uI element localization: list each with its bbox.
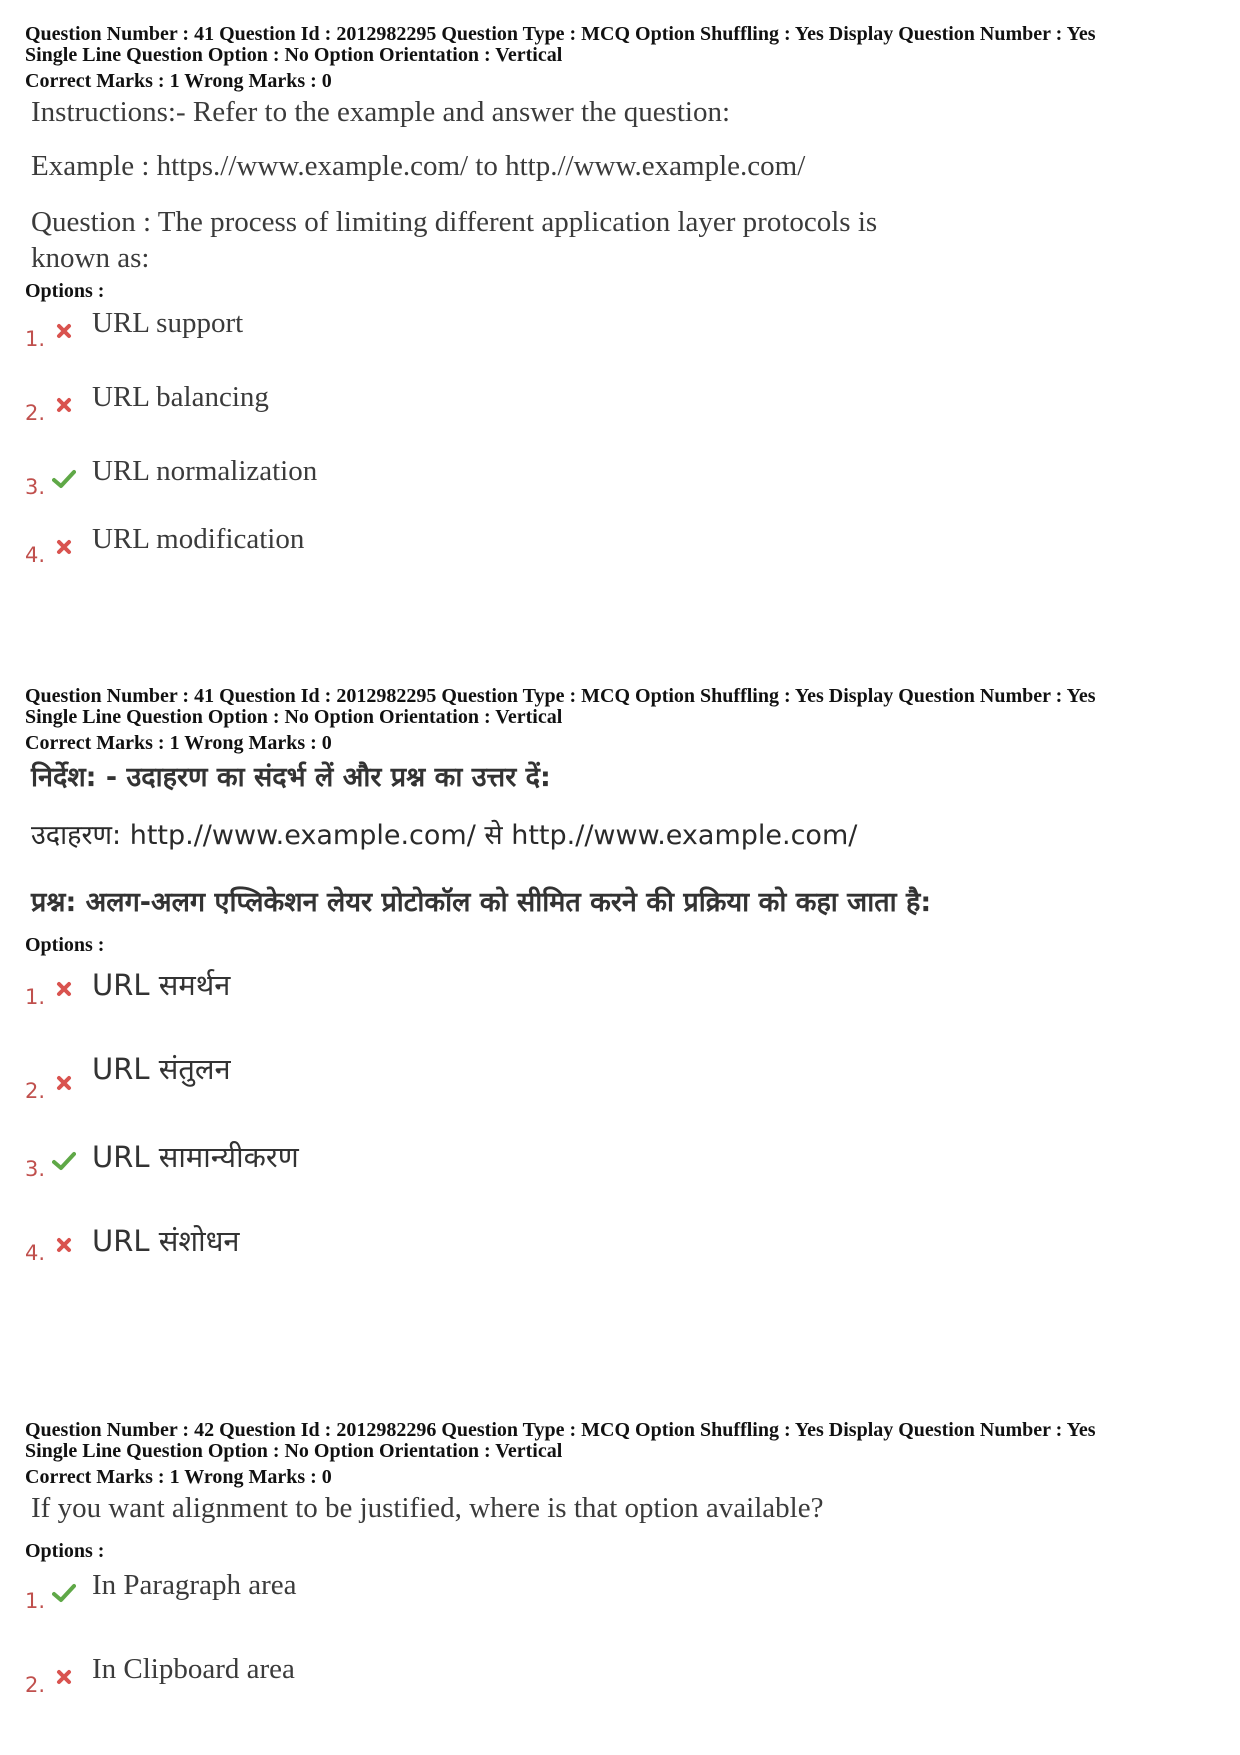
question-meta: Single Line Question Option : No Option Orientation : Vertical bbox=[25, 706, 563, 728]
correct-icon bbox=[52, 467, 76, 491]
wrong-icon bbox=[52, 319, 76, 343]
question-example: Example : https.//www.example.com/ to http.//www.example.com/ bbox=[31, 150, 806, 182]
question-meta: Question Number : 42 Question Id : 2012982296 Question Type : MCQ Option Shuffling : Yes Display Question Number : Yes bbox=[25, 1419, 1096, 1441]
option-item bbox=[25, 455, 1225, 523]
options-list bbox=[25, 965, 1225, 1281]
wrong-icon bbox=[52, 1665, 76, 1689]
option-number: 4. bbox=[25, 1241, 46, 1265]
question-instructions: निर्देश: - उदाहरण का संदर्भ लें और प्रश्न का उत्तर दें: bbox=[31, 762, 551, 793]
option-number: 1. bbox=[25, 1589, 46, 1613]
question-text: If you want alignment to be justified, where is that option available? bbox=[31, 1492, 824, 1524]
option-number: 4. bbox=[25, 543, 46, 567]
options-list bbox=[25, 1569, 1225, 1713]
options-list bbox=[25, 307, 1225, 583]
option-text: URL support bbox=[92, 307, 244, 339]
question-block bbox=[25, 1420, 1225, 1713]
question-meta: Question Number : 41 Question Id : 2012982295 Question Type : MCQ Option Shuffling : Yes Display Question Number : Yes bbox=[25, 685, 1096, 707]
option-text: In Paragraph area bbox=[92, 1569, 297, 1601]
marks-line: Correct Marks : 1 Wrong Marks : 0 bbox=[25, 1466, 332, 1488]
marks-line: Correct Marks : 1 Wrong Marks : 0 bbox=[25, 70, 332, 92]
question-text: प्रश्न: अलग-अलग एप्लिकेशन लेयर प्रोटोकॉल को सीमित करने की प्रक्रिया को कहा जाता है: bbox=[31, 887, 932, 918]
option-item bbox=[25, 1049, 1225, 1137]
option-text: In Clipboard area bbox=[92, 1653, 295, 1685]
option-text: URL संशोधन bbox=[92, 1224, 240, 1258]
option-number: 2. bbox=[25, 1673, 46, 1697]
option-item bbox=[25, 1569, 1225, 1653]
correct-icon bbox=[52, 1149, 76, 1173]
option-item bbox=[25, 381, 1225, 455]
options-label: Options : bbox=[25, 934, 105, 956]
option-text: URL समर्थन bbox=[92, 968, 231, 1002]
question-example: उदाहरण: http.//www.example.com/ से http.//www.example.com/ bbox=[31, 820, 858, 851]
question-meta: Single Line Question Option : No Option Orientation : Vertical bbox=[25, 1440, 563, 1462]
wrong-icon bbox=[52, 1071, 76, 1095]
option-text: URL balancing bbox=[92, 381, 269, 413]
question-meta: Question Number : 41 Question Id : 2012982295 Question Type : MCQ Option Shuffling : Yes Display Question Number : Yes bbox=[25, 23, 1096, 45]
option-number: 3. bbox=[25, 1157, 46, 1181]
option-item bbox=[25, 523, 1225, 583]
option-item bbox=[25, 965, 1225, 1049]
option-item bbox=[25, 1653, 1225, 1713]
wrong-icon bbox=[52, 535, 76, 559]
options-label: Options : bbox=[25, 1540, 105, 1562]
option-number: 2. bbox=[25, 401, 46, 425]
wrong-icon bbox=[52, 1233, 76, 1257]
wrong-icon bbox=[52, 393, 76, 417]
question-meta: Single Line Question Option : No Option Orientation : Vertical bbox=[25, 44, 563, 66]
option-text: URL सामान्यीकरण bbox=[92, 1140, 299, 1174]
option-number: 1. bbox=[25, 327, 46, 351]
option-number: 2. bbox=[25, 1079, 46, 1103]
option-text: URL modification bbox=[92, 523, 305, 555]
options-label: Options : bbox=[25, 280, 105, 302]
option-text: URL संतुलन bbox=[92, 1052, 231, 1086]
option-item bbox=[25, 1221, 1225, 1281]
option-item bbox=[25, 1137, 1225, 1221]
option-text: URL normalization bbox=[92, 455, 318, 487]
correct-icon bbox=[52, 1581, 76, 1605]
question-text: Question : The process of limiting different application layer protocols is known as: bbox=[31, 206, 878, 274]
wrong-icon bbox=[52, 977, 76, 1001]
question-block bbox=[25, 24, 1225, 583]
marks-line: Correct Marks : 1 Wrong Marks : 0 bbox=[25, 732, 332, 754]
option-number: 1. bbox=[25, 985, 46, 1009]
question-instructions: Instructions:- Refer to the example and answer the question: bbox=[31, 96, 731, 128]
option-number: 3. bbox=[25, 475, 46, 499]
option-item bbox=[25, 307, 1225, 381]
question-block bbox=[25, 686, 1225, 1281]
